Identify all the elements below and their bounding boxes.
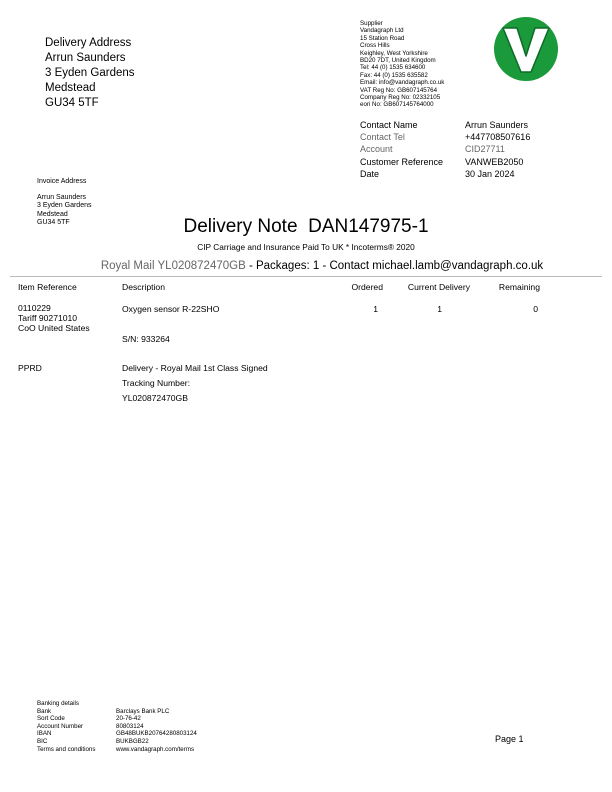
delivery-address-line: Arrun Saunders (45, 52, 126, 64)
supplier-line: Vandagraph Ltd (360, 27, 404, 35)
document-title (0, 216, 612, 238)
item-reference: PPRD (18, 363, 42, 373)
item-tracking-number: YL020872470GB (122, 393, 188, 403)
delivery-address-line: Medstead (45, 82, 96, 94)
column-header-description: Description (122, 282, 165, 292)
banking-value: 80803124 (116, 722, 144, 730)
invoice-address-line: GU34 5TF (37, 219, 70, 226)
carrier-tracking: Royal Mail YL020872470GB (100, 260, 246, 272)
contact-row (360, 143, 580, 155)
delivery-address-heading: Delivery Address (45, 37, 132, 49)
banking-row (37, 723, 237, 731)
contact-details (360, 119, 580, 180)
terms-link[interactable]: www.vandagraph.com/terms (116, 745, 195, 753)
delivery-address-line: GU34 5TF (45, 97, 99, 109)
delivery-address (45, 36, 135, 111)
column-header-ordered: Ordered (351, 282, 383, 292)
shipping-info (0, 259, 612, 273)
supplier-line: Company Reg No: 02332105 (360, 94, 441, 102)
item-tracking-label: Tracking Number: (122, 378, 190, 388)
contact-value: VANWEB2050 (465, 156, 524, 167)
contact-row (360, 131, 580, 143)
vandagraph-logo-icon (493, 16, 559, 82)
banking-row (37, 715, 237, 723)
supplier-line: eori No: GB607145764000 (360, 101, 434, 109)
banking-value: Barclays Bank PLC (116, 707, 170, 715)
delivery-address-line: 3 Eyden Gardens (45, 67, 135, 79)
supplier-line: Fax: 44 (0) 1535 635582 (360, 71, 428, 79)
contact-value: +447708507616 (465, 132, 531, 143)
document-title-label: Delivery Note (183, 216, 298, 237)
item-current-delivery: 1 (437, 304, 442, 314)
banking-heading: Banking details (37, 700, 79, 707)
contact-label: Contact Name (360, 120, 418, 130)
contact-row (360, 119, 580, 131)
contact-value: Arrun Saunders (465, 120, 529, 130)
shipping-details: - Packages: 1 - Contact michael.lamb@vandagraph.co.uk (245, 260, 544, 272)
supplier-line: Cross Hills (360, 42, 390, 50)
banking-label: Sort Code (37, 715, 65, 723)
invoice-address-line: Arrun Saunders (37, 193, 87, 201)
item-description: Delivery - Royal Mail 1st Class Signed (122, 363, 268, 373)
contact-label: Contact Tel (360, 132, 405, 143)
banking-row (37, 738, 237, 746)
banking-label: BIC (37, 737, 48, 745)
column-header-current-delivery: Current Delivery (407, 282, 470, 292)
column-header-remaining: Remaining (498, 282, 540, 292)
supplier-line: Email: info@vandagraph.co.uk (360, 79, 445, 87)
item-description: Oxygen sensor R-22SHO (122, 304, 220, 314)
item-remaining: 0 (533, 304, 538, 314)
supplier-details (360, 20, 444, 109)
banking-row (37, 730, 237, 738)
banking-label: Bank (37, 707, 52, 715)
item-ordered: 1 (373, 304, 378, 314)
invoice-address-heading: Invoice Address (37, 178, 87, 185)
incoterms: CIP Carriage and Insurance Paid To UK * Incoterms® 2020 (197, 242, 415, 252)
supplier-line: 15 Station Road (360, 34, 405, 42)
page-number: Page 1 (495, 734, 524, 744)
item-tariff: Tariff 90271010 (18, 313, 78, 323)
item-reference: 0110229 (18, 303, 51, 313)
supplier-line: BD20 7DT, United Kingdom (360, 57, 436, 65)
supplier-line: Keighley, West Yorkshire (360, 49, 428, 57)
contact-value: 30 Jan 2024 (465, 168, 515, 179)
contact-value: CID27711 (465, 144, 505, 155)
invoice-address-line: Medstead (37, 210, 68, 218)
contact-label: Customer Reference (360, 156, 444, 167)
contact-label: Account (360, 144, 393, 155)
delivery-note-number: DAN147975-1 (308, 216, 429, 237)
banking-row (37, 708, 237, 716)
header-divider (10, 276, 602, 277)
banking-value: 20-76-42 (116, 715, 141, 723)
banking-value: BUKBGB22 (116, 737, 149, 745)
item-country-of-origin: CoO United States (18, 323, 90, 333)
supplier-line: Tel: 44 (0) 1535 634600 (360, 64, 426, 72)
item-serial-number: S/N: 933264 (122, 334, 170, 344)
banking-label: Terms and conditions (37, 745, 96, 753)
banking-value: GB48BUKB20764280803124 (116, 730, 197, 738)
column-header-item-reference: Item Reference (18, 282, 77, 292)
supplier-line: Supplier (360, 20, 383, 27)
contact-row (360, 156, 580, 168)
supplier-line: VAT Reg No: GB607145764 (360, 86, 438, 94)
banking-label: IBAN (37, 730, 52, 738)
banking-label: Account Number (37, 722, 84, 730)
banking-details (37, 700, 237, 753)
invoice-address-line: 3 Eyden Gardens (37, 202, 92, 209)
banking-row (37, 746, 237, 754)
contact-label: Date (360, 168, 380, 179)
contact-row (360, 168, 580, 180)
